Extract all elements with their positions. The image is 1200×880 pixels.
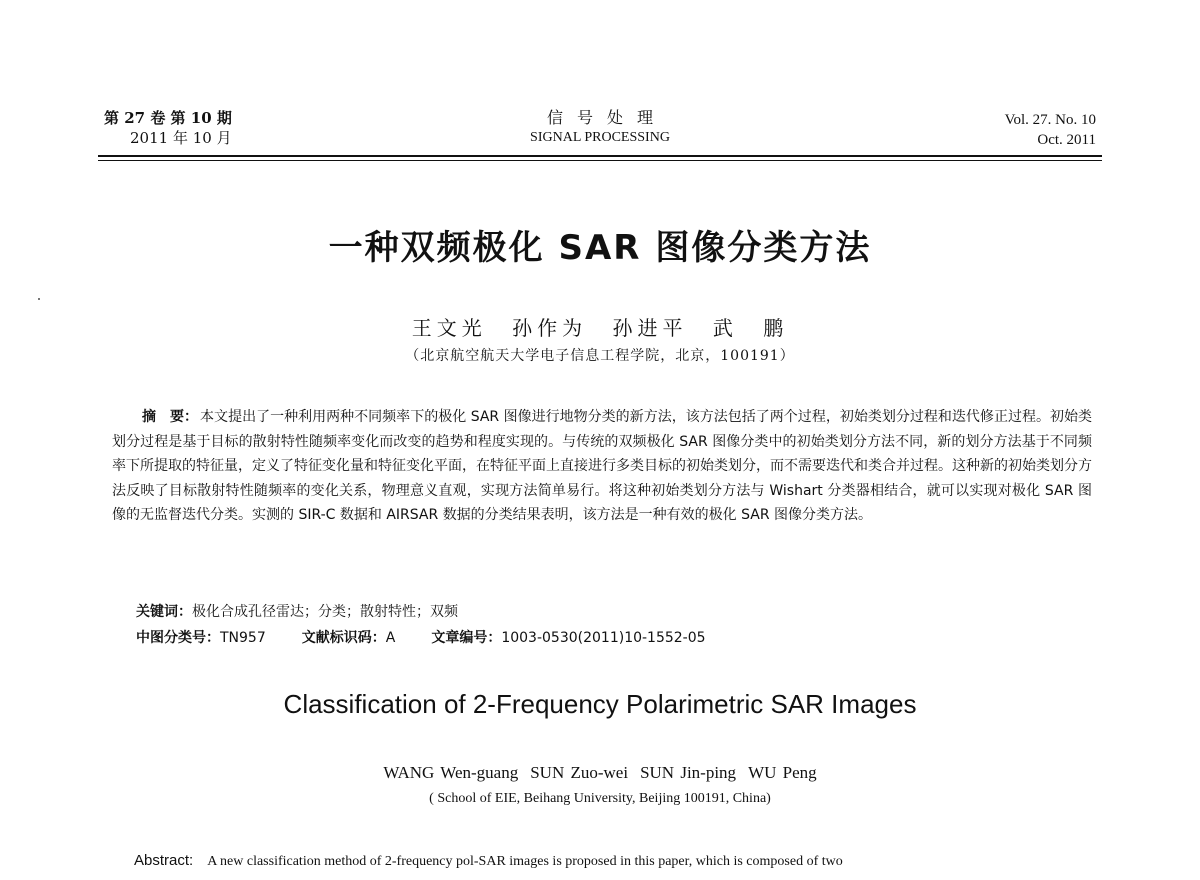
header-right: [1005, 110, 1096, 150]
doc-code-label: 文献标识码：: [301, 630, 386, 646]
affiliation-cn: （北京航空航天大学电子信息工程学院，北京，100191）: [405, 348, 795, 364]
clc-label: 中图分类号：: [136, 630, 220, 646]
doc-code-value: A: [385, 630, 396, 646]
paper-title-en: Classification of 2-Frequency Polarimetric SAR Images: [283, 689, 917, 719]
abstract-cn-text: 本文提出了一种利用两种不同频率下的极化 SAR 图像进行地物分类的新方法，该方法包括了两个过程，初始类划分过程和迭代修正过程。初始类划分过程是基于目标的散射特性随频率变化而改变的趋势和程度实现的。与传统的双频极化 SAR 图像分类中的初始类划分方法不同，新的划分方法基于不同频率下所提取的特征量，定义了特征变化量和特征变化平面，在特征平面上直接进行多类目标的初始类划分，而不需要迭代和类合并过程。这种新的初始类划分方法反映了目标散射特性随频率的变化关系，物理意义直观，实现方法简单易行。将这种初始类划分方法与 Wishart 分类器相结合，就可以实现对极化 SAR 图像的无监督迭代分类。实测的 SIR-C 数据和 AIRSAR 数据的分类结果表明，该方法是一种有效的极化 SAR 图像分类方法。: [112, 409, 1092, 524]
abstract-en-label: Abstract:: [134, 852, 194, 869]
article-no-value: 1003-0530(2011)10-1552-05: [501, 630, 706, 646]
abstract-en: [134, 852, 1094, 870]
header-rule-thin: [98, 160, 1102, 161]
abstract-en-text: A new classification method of 2-frequency pol-SAR images is proposed in this paper, which is composed of two: [207, 854, 843, 869]
keywords-line: [136, 601, 458, 623]
abstract-cn: [112, 405, 1092, 528]
date-en: Oct. 2011: [1037, 132, 1096, 148]
date-cn: 2011 年 10 月: [130, 129, 232, 147]
header-center: [98, 108, 1102, 148]
affiliation-en: ( School of EIE, Beihang University, Beijing 100191, China): [429, 791, 771, 806]
header-rule-thick: [98, 155, 1102, 157]
journal-name-cn: 信号处理: [546, 108, 667, 127]
paper-title-cn: 一种双频极化 SAR 图像分类方法: [328, 228, 872, 268]
clc-value: TN957: [220, 630, 266, 646]
author-en-3: SUN Jin-ping: [640, 763, 737, 782]
volume-issue-cn: 第 27 卷 第 10 期: [104, 109, 232, 127]
article-no-label: 文章编号：: [431, 630, 502, 646]
authors-cn: 王文光 孙作为 孙进平 武 鹏: [411, 316, 789, 340]
journal-header: [98, 104, 1102, 160]
keywords-text: 极化合成孔径雷达；分类；散射特性；双频: [192, 604, 458, 620]
scan-speck: [38, 298, 40, 300]
journal-name-en: SIGNAL PROCESSING: [530, 130, 670, 145]
keywords-label: 关键词：: [136, 604, 192, 620]
volume-issue-en: Vol. 27. No. 10: [1004, 112, 1096, 128]
authors-en: [0, 763, 1200, 783]
author-en-1: WANG Wen-guang: [383, 763, 519, 782]
classification-line: [136, 627, 706, 649]
abstract-cn-label: 摘 要：: [142, 409, 199, 425]
author-en-4: WU Peng: [748, 763, 817, 782]
author-en-2: SUN Zuo-wei: [530, 763, 629, 782]
